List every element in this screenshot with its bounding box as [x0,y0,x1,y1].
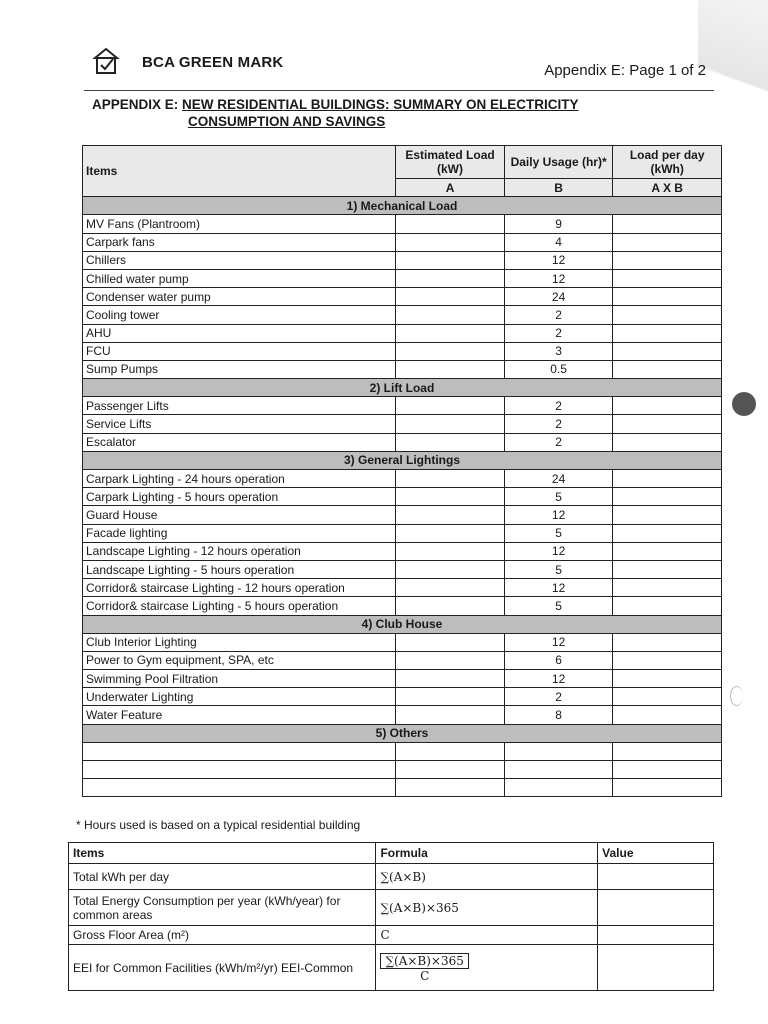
item-name [83,779,396,797]
load-per-day-cell[interactable] [613,324,722,342]
daily-usage-cell: 12 [504,670,613,688]
estimated-load-cell[interactable] [396,524,505,542]
summary-formula: C [376,926,598,945]
section-header-row [83,379,722,397]
item-name: Swimming Pool Filtration [83,670,396,688]
estimated-load-cell[interactable] [396,342,505,360]
daily-usage-cell [504,742,613,760]
load-per-day-cell[interactable] [613,560,722,578]
estimated-load-cell[interactable] [396,560,505,578]
load-per-day-cell[interactable] [613,288,722,306]
section-title: 3) General Lightings [83,451,722,469]
estimated-load-cell[interactable] [396,779,505,797]
table-row [83,233,722,251]
title-prefix: APPENDIX E: [92,97,179,112]
section-title: 1) Mechanical Load [83,197,722,215]
table-row [83,215,722,233]
load-per-day-cell[interactable] [613,706,722,724]
section-header-row [83,197,722,215]
estimated-load-cell[interactable] [396,470,505,488]
estimated-load-cell[interactable] [396,742,505,760]
table-row [83,324,722,342]
item-name: Guard House [83,506,396,524]
table-row [83,688,722,706]
daily-usage-cell: 2 [504,397,613,415]
daily-usage-cell: 24 [504,470,613,488]
daily-usage-cell: 2 [504,415,613,433]
estimated-load-cell[interactable] [396,688,505,706]
fraction-denominator: C [420,968,430,983]
item-name [83,761,396,779]
table-row [83,360,722,378]
load-per-day-cell[interactable] [613,397,722,415]
daily-usage-cell [504,779,613,797]
item-name: Carpark Lighting - 5 hours operation [83,488,396,506]
item-name: Facade lighting [83,524,396,542]
daily-usage-cell: 3 [504,342,613,360]
estimated-load-cell[interactable] [396,324,505,342]
daily-usage-cell: 12 [504,579,613,597]
table-row [83,488,722,506]
daily-usage-cell: 5 [504,560,613,578]
table-row [83,524,722,542]
table-row [83,779,722,797]
item-name: Landscape Lighting - 12 hours operation [83,542,396,560]
item-name: Corridor& staircase Lighting - 5 hours operation [83,597,396,615]
daily-usage-cell: 12 [504,506,613,524]
estimated-load-cell[interactable] [396,761,505,779]
eei-fraction [380,953,468,983]
daily-usage-cell: 2 [504,324,613,342]
load-per-day-cell[interactable] [613,233,722,251]
table-row [83,306,722,324]
estimated-load-header: Estimated Load (kW) [396,146,505,179]
daily-usage-cell: 8 [504,706,613,724]
daily-usage-cell: 2 [504,688,613,706]
load-per-day-cell[interactable] [613,215,722,233]
load-per-day-cell[interactable] [613,651,722,669]
summary-item: EEI for Common Facilities (kWh/m²/yr) EEI-Common [69,945,376,991]
estimated-load-cell[interactable] [396,633,505,651]
estimated-load-cell[interactable] [396,506,505,524]
section-header-row [83,615,722,633]
section-title: 4) Club House [83,615,722,633]
items-header: Items [83,146,396,197]
summary-value-cell[interactable] [598,890,714,926]
title-line-2: CONSUMPTION AND SAVINGS [188,114,386,129]
page-header [92,44,712,90]
daily-usage-header: Daily Usage (hr)* [504,146,613,179]
item-name: FCU [83,342,396,360]
item-name: Condenser water pump [83,288,396,306]
load-per-day-cell[interactable] [613,670,722,688]
summary-formula: ∑(A×B)×365 [376,890,598,926]
item-name: Carpark fans [83,233,396,251]
daily-usage-cell: 24 [504,288,613,306]
estimated-load-cell[interactable] [396,651,505,669]
table-row [83,633,722,651]
load-per-day-cell[interactable] [613,579,722,597]
summary-formula [376,945,598,991]
section-title: 2) Lift Load [83,379,722,397]
summary-value-header: Value [598,843,714,864]
estimated-load-cell[interactable] [396,579,505,597]
table-row [83,597,722,615]
item-name: MV Fans (Plantroom) [83,215,396,233]
table-row [83,269,722,287]
load-per-day-cell[interactable] [613,688,722,706]
item-name: Chillers [83,251,396,269]
estimated-load-cell[interactable] [396,706,505,724]
table-row [83,670,722,688]
table-row [83,251,722,269]
item-name: Passenger Lifts [83,397,396,415]
footnote: * Hours used is based on a typical residential building [76,818,361,832]
table-row [83,506,722,524]
fraction-numerator: ∑(A×B)×365 [380,953,468,969]
item-name: AHU [83,324,396,342]
estimated-load-cell[interactable] [396,233,505,251]
summary-value-cell[interactable] [598,945,714,991]
load-per-day-header: Load per day (kWh) [613,146,722,179]
item-name: Underwater Lighting [83,688,396,706]
table-row [83,742,722,760]
item-name: Cooling tower [83,306,396,324]
item-name: Service Lifts [83,415,396,433]
daily-usage-cell: 2 [504,433,613,451]
brand-name: BCA GREEN MARK [142,54,284,71]
summary-value-cell[interactable] [598,864,714,890]
header-divider [84,90,714,91]
load-per-day-cell[interactable] [613,506,722,524]
load-per-day-cell[interactable] [613,779,722,797]
summary-value-cell[interactable] [598,926,714,945]
section-header-row [83,451,722,469]
load-per-day-cell[interactable] [613,415,722,433]
summary-table [68,842,714,991]
summary-item: Gross Floor Area (m²) [69,926,376,945]
estimated-load-cell[interactable] [396,597,505,615]
estimated-load-cell[interactable] [396,488,505,506]
item-name: Corridor& staircase Lighting - 12 hours operation [83,579,396,597]
summary-item: Total kWh per day [69,864,376,890]
load-per-day-cell[interactable] [613,433,722,451]
table-row [83,342,722,360]
table-row [83,397,722,415]
estimated-load-cell[interactable] [396,433,505,451]
estimated-load-cell[interactable] [396,306,505,324]
item-name: Landscape Lighting - 5 hours operation [83,560,396,578]
item-name: Power to Gym equipment, SPA, etc [83,651,396,669]
item-name: Escalator [83,433,396,451]
title-line-1: NEW RESIDENTIAL BUILDINGS: SUMMARY ON ELECTRICITY [182,97,579,112]
table-row [83,433,722,451]
estimated-load-cell[interactable] [396,542,505,560]
table-row [83,761,722,779]
item-name: Club Interior Lighting [83,633,396,651]
estimated-load-cell[interactable] [396,670,505,688]
summary-items-header: Items [69,843,376,864]
summary-formula: ∑(A×B) [376,864,598,890]
section-header-row [83,724,722,742]
table-row [83,706,722,724]
punch-hole-mark [730,686,743,706]
daily-usage-cell: 5 [504,597,613,615]
column-axb-label: A X B [613,179,722,197]
load-per-day-cell[interactable] [613,542,722,560]
estimated-load-cell[interactable] [396,360,505,378]
table-row [83,470,722,488]
estimated-load-cell[interactable] [396,269,505,287]
daily-usage-cell: 4 [504,233,613,251]
load-per-day-cell[interactable] [613,306,722,324]
daily-usage-cell: 2 [504,306,613,324]
green-mark-logo-icon [92,46,120,76]
item-name: Carpark Lighting - 24 hours operation [83,470,396,488]
load-per-day-cell[interactable] [613,470,722,488]
column-a-label: A [396,179,505,197]
daily-usage-cell: 5 [504,488,613,506]
daily-usage-cell: 12 [504,251,613,269]
item-name: Sump Pumps [83,360,396,378]
table-row [83,542,722,560]
load-per-day-cell[interactable] [613,742,722,760]
daily-usage-cell: 12 [504,633,613,651]
estimated-load-cell[interactable] [396,397,505,415]
daily-usage-cell: 5 [504,524,613,542]
load-per-day-cell[interactable] [613,633,722,651]
summary-formula-header: Formula [376,843,598,864]
electricity-load-table [82,145,722,797]
item-name: Water Feature [83,706,396,724]
daily-usage-cell: 12 [504,269,613,287]
load-per-day-cell[interactable] [613,342,722,360]
section-title: 5) Others [83,724,722,742]
document-title [92,96,579,129]
daily-usage-cell: 0.5 [504,360,613,378]
load-per-day-cell[interactable] [613,597,722,615]
page-reference: Appendix E: Page 1 of 2 [544,62,706,79]
column-b-label: B [504,179,613,197]
item-name [83,742,396,760]
estimated-load-cell[interactable] [396,251,505,269]
table-row [83,579,722,597]
summary-item: Total Energy Consumption per year (kWh/year) for common areas [69,890,376,926]
table-row [83,288,722,306]
daily-usage-cell: 12 [504,542,613,560]
daily-usage-cell: 6 [504,651,613,669]
punch-hole [732,392,756,416]
load-per-day-cell[interactable] [613,360,722,378]
load-per-day-cell[interactable] [613,269,722,287]
estimated-load-cell[interactable] [396,288,505,306]
daily-usage-cell: 9 [504,215,613,233]
load-per-day-cell[interactable] [613,761,722,779]
estimated-load-cell[interactable] [396,215,505,233]
load-per-day-cell[interactable] [613,524,722,542]
estimated-load-cell[interactable] [396,415,505,433]
table-row [83,560,722,578]
load-per-day-cell[interactable] [613,488,722,506]
table-row [83,651,722,669]
load-per-day-cell[interactable] [613,251,722,269]
item-name: Chilled water pump [83,269,396,287]
table-row [83,415,722,433]
daily-usage-cell [504,761,613,779]
